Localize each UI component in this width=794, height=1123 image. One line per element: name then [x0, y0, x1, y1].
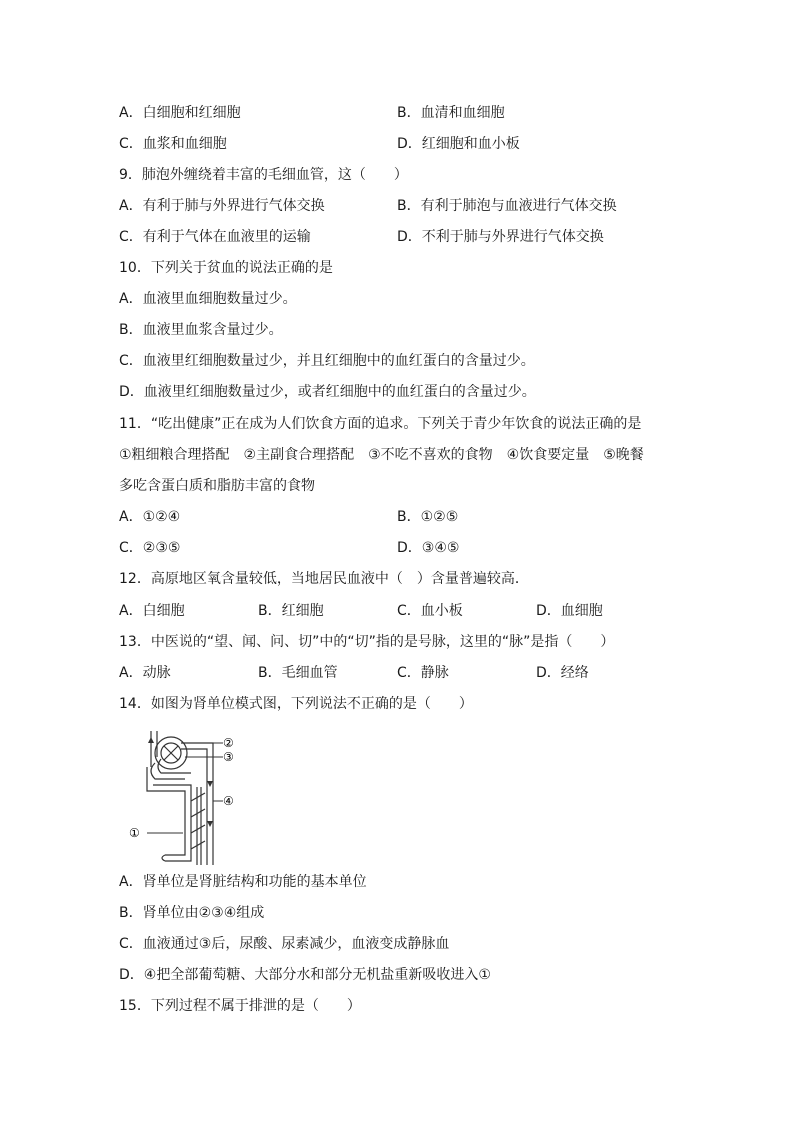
option-text: 毛细血管 — [281, 665, 338, 681]
option-letter: A． — [119, 603, 143, 619]
option-letter: B． — [258, 603, 282, 619]
option-letter: D． — [536, 665, 561, 681]
option-letter: A． — [119, 291, 143, 307]
q12-option-a — [119, 601, 185, 621]
proximal-tubule-inner — [158, 759, 191, 773]
option-letter: C． — [119, 353, 143, 369]
q8-option-b — [397, 103, 505, 123]
q10-option-c — [119, 351, 535, 371]
option-letter: C． — [397, 665, 421, 681]
q9-option-b — [397, 196, 617, 216]
q13-option-b — [258, 663, 338, 683]
option-letter: D． — [536, 603, 561, 619]
q10-option-a — [119, 289, 297, 309]
q13-option-d — [536, 663, 589, 683]
option-letter: D． — [119, 967, 144, 983]
option-text: 肾单位是肾脏结构和功能的基本单位 — [142, 874, 367, 890]
option-text: 经络 — [560, 665, 589, 681]
q8-option-c — [119, 134, 227, 154]
option-letter: A． — [119, 665, 143, 681]
q15-stem: 15．下列过程不属于排泄的是（ ） — [119, 998, 361, 1014]
option-letter: B． — [397, 198, 421, 214]
q8-option-d — [397, 134, 520, 154]
option-text: 血小板 — [420, 603, 463, 619]
option-text: ③④⑤ — [421, 540, 460, 556]
option-letter: D． — [397, 229, 422, 245]
option-letter: C． — [119, 229, 143, 245]
option-text: 白细胞和红细胞 — [142, 105, 241, 121]
q13-stem: 13．中医说的“望、闻、问、切”中的“切”指的是号脉，这里的“脉”是指（ ） — [119, 634, 615, 650]
option-text: 血液里红细胞数量过少，并且红细胞中的血红蛋白的含量过少。 — [142, 353, 535, 369]
q13-option-c — [397, 663, 449, 683]
q14-option-c — [119, 934, 449, 954]
option-text: 肾单位由②③④组成 — [142, 905, 265, 921]
diagram-label-2: ② — [223, 736, 234, 750]
q14-option-a — [119, 872, 367, 892]
q10-option-d — [119, 382, 536, 402]
q14-stem: 14．如图为肾单位模式图，下列说法不正确的是（ ） — [119, 696, 473, 712]
option-text: 不利于肺与外界进行气体交换 — [421, 229, 604, 245]
option-letter: C． — [397, 603, 421, 619]
option-letter: A． — [119, 105, 143, 121]
option-letter: B． — [119, 322, 143, 338]
nephron-diagram — [125, 727, 275, 867]
q12-option-b — [258, 601, 324, 621]
option-text: 血液通过③后，尿酸、尿素减少，血液变成静脉血 — [142, 936, 450, 952]
q8-option-a — [119, 103, 241, 123]
glomerulus-capillaries — [164, 746, 178, 760]
option-text: 静脉 — [420, 665, 449, 681]
option-text: 血液里血浆含量过少。 — [142, 322, 283, 338]
option-letter: B． — [397, 509, 421, 525]
q10-option-b — [119, 320, 283, 340]
q13-option-a — [119, 663, 171, 683]
option-text: 动脉 — [142, 665, 171, 681]
renal-tubule-loop — [147, 767, 185, 855]
option-text: 红细胞 — [281, 603, 324, 619]
option-letter: A． — [119, 198, 143, 214]
q11-items-line-1: ①粗细粮合理搭配 ②主副食合理搭配 ③不吃不喜欢的食物 ④饮食要定量 ⑤晚餐 — [119, 447, 644, 463]
diagram-label-3: ③ — [223, 750, 234, 764]
q11-stem: 11．“吃出健康”正在成为人们饮食方面的追求。下列关于青少年饮食的说法正确的是 — [119, 416, 642, 432]
option-letter: C． — [119, 936, 143, 952]
proximal-tubule — [151, 763, 185, 779]
option-letter: D． — [397, 540, 422, 556]
q14-option-d — [119, 965, 491, 985]
option-text: 白细胞 — [142, 603, 185, 619]
q11-option-a — [119, 507, 180, 527]
option-text: 红细胞和血小板 — [421, 136, 520, 152]
option-text: 血液里红细胞数量过少，或者红细胞中的血红蛋白的含量过少。 — [143, 384, 536, 400]
option-letter: C． — [119, 136, 143, 152]
option-letter: D． — [397, 136, 422, 152]
option-letter: A． — [119, 509, 143, 525]
option-letter: D． — [119, 384, 144, 400]
option-text: ①②④ — [142, 509, 181, 525]
option-text: 血细胞 — [560, 603, 603, 619]
reabsorption-arrows — [191, 793, 205, 849]
option-text: ②③⑤ — [142, 540, 181, 556]
q12-option-d — [536, 601, 603, 621]
option-letter: B． — [397, 105, 421, 121]
option-letter: C． — [119, 540, 143, 556]
tubule-end — [162, 855, 165, 861]
q9-option-d — [397, 227, 604, 247]
q12-option-c — [397, 601, 463, 621]
diagram-label-4: ④ — [223, 794, 234, 808]
q9-option-c — [119, 227, 311, 247]
option-letter: A． — [119, 874, 143, 890]
diagram-label-1: ① — [129, 826, 140, 840]
option-text: 血液里血细胞数量过少。 — [142, 291, 297, 307]
q9-stem: 9．肺泡外缠绕着丰富的毛细血管，这（ ） — [119, 167, 408, 183]
q12-stem: 12．高原地区氧含量较低，当地居民血液中（ ）含量普遍较高． — [119, 571, 529, 587]
option-text: 有利于气体在血液里的运输 — [142, 229, 311, 245]
q11-option-c — [119, 538, 180, 558]
q11-items-line-2: 多吃含蛋白质和脂肪丰富的食物 — [119, 478, 315, 494]
option-text: 血清和血细胞 — [420, 105, 505, 121]
option-letter: B． — [258, 665, 282, 681]
option-letter: B． — [119, 905, 143, 921]
q11-option-b — [397, 507, 458, 527]
q11-option-d — [397, 538, 459, 558]
option-text: 有利于肺泡与血液进行气体交换 — [420, 198, 617, 214]
q10-stem: 10．下列关于贫血的说法正确的是 — [119, 260, 333, 276]
option-text: 有利于肺与外界进行气体交换 — [142, 198, 325, 214]
q14-option-b — [119, 903, 264, 923]
option-text: ④把全部葡萄糖、大部分水和部分无机盐重新吸收进入① — [143, 967, 491, 983]
option-text: ①②⑤ — [420, 509, 459, 525]
option-text: 血浆和血细胞 — [142, 136, 227, 152]
q9-option-a — [119, 196, 325, 216]
